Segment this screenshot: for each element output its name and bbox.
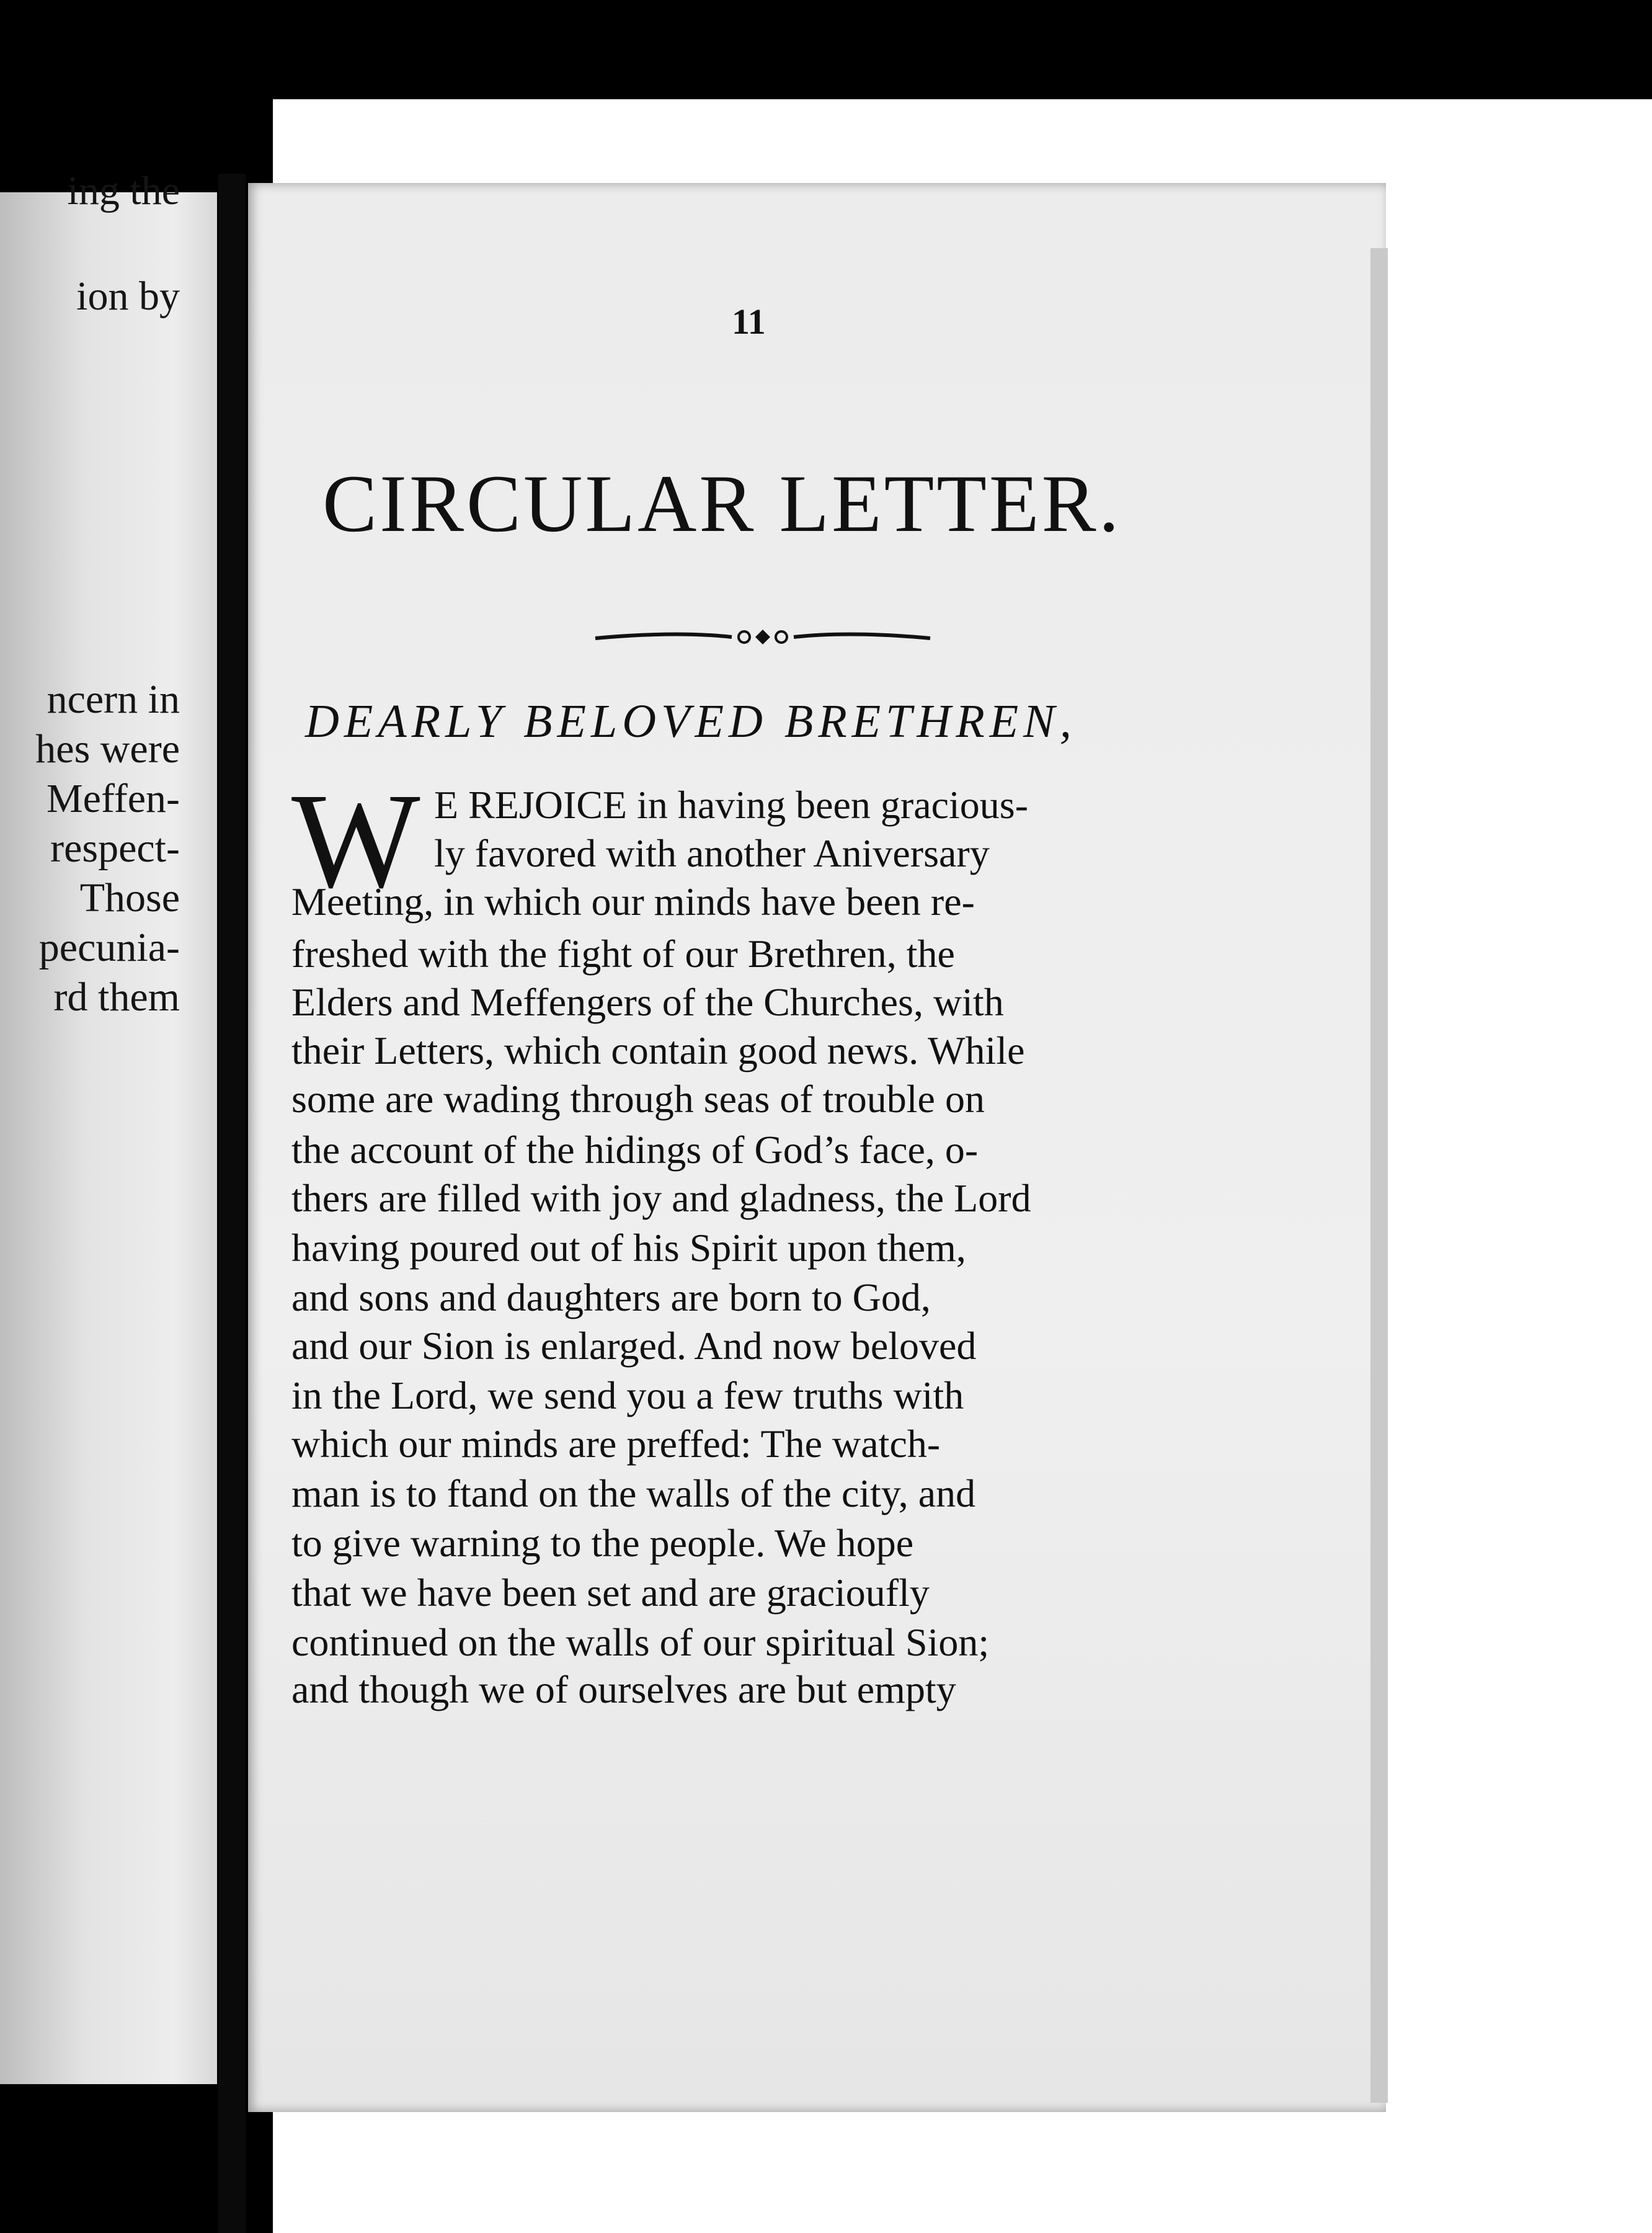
text-line: in the Lord, we send you a few truths with [291,1373,964,1417]
left-facing-page [0,168,217,2084]
text-line: Meeting, in which our minds have been re- [291,880,975,924]
text-line: and though we of ourselves are but empty [291,1667,956,1711]
text-line: their Letters, which contain good news. While [291,1028,1025,1072]
page-title: CIRCULAR LETTER. [322,458,1122,549]
book-gutter [218,174,246,2233]
left-page-line: hes were [35,726,180,772]
salutation: DEARLY BELOVED BRETHREN, [305,695,1077,747]
text-line: freshed with the fight of our Brethren, the [291,932,955,976]
text-line: man is to ftand on the walls of the city, and [291,1471,976,1515]
text-line: E REJOICE in having been gracious- [434,783,1028,827]
left-page-line: Those [79,875,180,920]
text-line: having poured out of his Spirit upon them, [291,1226,966,1270]
left-page-line: Meffen- [46,776,180,821]
left-page-line: ing the [67,168,180,213]
text-line: the account of the hidings of God’s face, o- [291,1128,979,1172]
left-page-line: respect- [50,826,180,871]
left-page-line: pecunia- [38,925,180,970]
text-line: to give warning to the people. We hope [291,1521,914,1565]
text-line: Elders and Meffengers of the Churches, with [291,980,1004,1024]
text-line: which our minds are preffed: The watch- [291,1422,941,1466]
left-page-line: ncern in [47,677,180,722]
text-line: and sons and daughters are born to God, [291,1275,931,1319]
ornament-divider [589,617,936,654]
left-page-line: rd them [53,974,180,1020]
page-number: 11 [732,301,766,342]
text-line: ly favored with another Aniversary [434,831,990,875]
text-line: continued on the walls of our spiritual Sion; [291,1620,990,1664]
text-line: that we have been set and are gracioufly [291,1571,930,1615]
left-page-line: ion by [76,274,180,319]
text-line: thers are filled with joy and gladness, the Lord [291,1176,1031,1220]
text-line: and our Sion is enlarged. And now beloved [291,1324,977,1368]
page-edge [1370,248,1388,2103]
drop-cap: W [291,765,420,916]
text-line: some are wading through seas of trouble on [291,1077,985,1121]
